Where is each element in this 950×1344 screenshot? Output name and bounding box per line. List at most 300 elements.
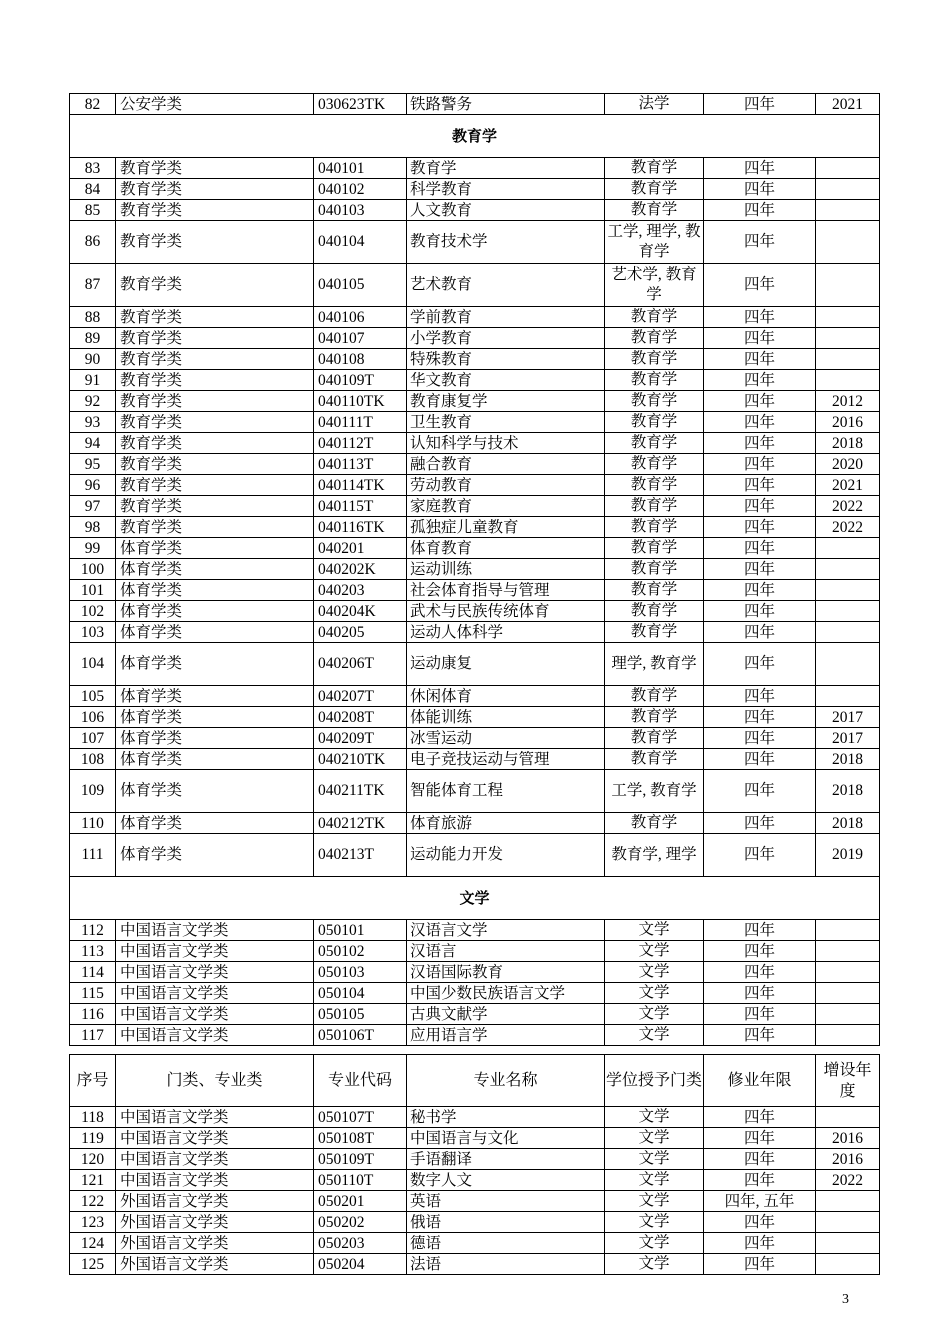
table-row [70, 1128, 880, 1149]
cell-code: 050109T [314, 1149, 407, 1170]
cell-category: 体育学类 [116, 834, 314, 877]
cell-category: 教育学类 [116, 328, 314, 349]
table-row [70, 834, 880, 877]
header-degree: 学位授予门类 [605, 1055, 704, 1107]
cell-category: 体育学类 [116, 538, 314, 559]
cell-name: 艺术教育 [407, 264, 605, 307]
cell-name: 古典文献学 [407, 1004, 605, 1025]
cell-duration: 四年 [704, 1254, 816, 1275]
table-row [70, 983, 880, 1004]
table-row [70, 580, 880, 601]
cell-name: 运动能力开发 [407, 834, 605, 877]
cell-year [816, 920, 880, 941]
cell-degree: 教育学 [605, 307, 704, 328]
cell-code: 040105 [314, 264, 407, 307]
cell-year [816, 643, 880, 686]
cell-category: 教育学类 [116, 307, 314, 328]
cell-year [816, 1025, 880, 1046]
cell-code: 040102 [314, 179, 407, 200]
cell-duration: 四年 [704, 834, 816, 877]
cell-category: 教育学类 [116, 158, 314, 179]
cell-no: 113 [70, 941, 116, 962]
cell-no: 120 [70, 1149, 116, 1170]
cell-code: 050110T [314, 1170, 407, 1191]
cell-name: 休闲体育 [407, 686, 605, 707]
section-title: 文学 [70, 877, 880, 920]
table-row [70, 559, 880, 580]
cell-duration: 四年 [704, 1004, 816, 1025]
cell-duration: 四年 [704, 622, 816, 643]
cell-category: 体育学类 [116, 601, 314, 622]
cell-code: 040211TK [314, 770, 407, 813]
cell-degree: 文学 [605, 962, 704, 983]
cell-name: 特殊教育 [407, 349, 605, 370]
cell-name: 汉语国际教育 [407, 962, 605, 983]
cell-degree: 教育学 [605, 728, 704, 749]
table-row [70, 1004, 880, 1025]
cell-code: 040210TK [314, 749, 407, 770]
cell-category: 体育学类 [116, 813, 314, 834]
cell-name: 学前教育 [407, 307, 605, 328]
cell-category: 体育学类 [116, 728, 314, 749]
cell-year [816, 983, 880, 1004]
cell-duration: 四年 [704, 454, 816, 475]
cell-name: 武术与民族传统体育 [407, 601, 605, 622]
cell-code: 040201 [314, 538, 407, 559]
cell-year: 2017 [816, 707, 880, 728]
table-row [70, 1107, 880, 1128]
cell-code: 040209T [314, 728, 407, 749]
cell-duration: 四年 [704, 728, 816, 749]
cell-name: 认知科学与技术 [407, 433, 605, 454]
cell-category: 教育学类 [116, 221, 314, 264]
cell-no: 116 [70, 1004, 116, 1025]
cell-code: 040114TK [314, 475, 407, 496]
cell-year [816, 1004, 880, 1025]
cell-degree: 艺术学, 教育学 [605, 264, 704, 307]
cell-category: 中国语言文学类 [116, 962, 314, 983]
table-row [70, 200, 880, 221]
cell-no: 91 [70, 370, 116, 391]
cell-code: 040109T [314, 370, 407, 391]
cell-year: 2016 [816, 1149, 880, 1170]
cell-degree: 法学 [605, 94, 704, 115]
cell-name: 体能训练 [407, 707, 605, 728]
table-row [70, 264, 880, 307]
cell-year: 2022 [816, 1170, 880, 1191]
cell-duration: 四年 [704, 1025, 816, 1046]
cell-degree: 教育学 [605, 454, 704, 475]
cell-duration: 四年 [704, 349, 816, 370]
cell-name: 小学教育 [407, 328, 605, 349]
cell-year: 2018 [816, 770, 880, 813]
cell-name: 家庭教育 [407, 496, 605, 517]
cell-year [816, 264, 880, 307]
cell-degree: 教育学 [605, 517, 704, 538]
cell-code: 040116TK [314, 517, 407, 538]
cell-duration: 四年 [704, 813, 816, 834]
header-no: 序号 [70, 1055, 116, 1107]
header-duration: 修业年限 [704, 1055, 816, 1107]
table-row [70, 1191, 880, 1212]
cell-code: 040213T [314, 834, 407, 877]
cell-name: 劳动教育 [407, 475, 605, 496]
cell-year [816, 1107, 880, 1128]
cell-duration: 四年 [704, 179, 816, 200]
cell-name: 手语翻译 [407, 1149, 605, 1170]
cell-code: 040106 [314, 307, 407, 328]
cell-year: 2020 [816, 454, 880, 475]
cell-name: 智能体育工程 [407, 770, 605, 813]
cell-code: 050101 [314, 920, 407, 941]
cell-duration: 四年 [704, 1107, 816, 1128]
cell-code: 050108T [314, 1128, 407, 1149]
cell-degree: 教育学 [605, 538, 704, 559]
cell-name: 法语 [407, 1254, 605, 1275]
cell-no: 82 [70, 94, 116, 115]
cell-year: 2022 [816, 517, 880, 538]
cell-category: 教育学类 [116, 517, 314, 538]
cell-code: 040203 [314, 580, 407, 601]
cell-code: 050202 [314, 1212, 407, 1233]
header-name: 专业名称 [407, 1055, 605, 1107]
cell-degree: 教育学 [605, 686, 704, 707]
table-row [70, 941, 880, 962]
cell-degree: 教育学 [605, 200, 704, 221]
cell-name: 汉语言 [407, 941, 605, 962]
cell-category: 中国语言文学类 [116, 1170, 314, 1191]
cell-duration: 四年 [704, 496, 816, 517]
cell-no: 88 [70, 307, 116, 328]
cell-year: 2018 [816, 433, 880, 454]
cell-duration: 四年 [704, 221, 816, 264]
cell-name: 秘书学 [407, 1107, 605, 1128]
cell-year [816, 179, 880, 200]
table-row [70, 307, 880, 328]
cell-name: 孤独症儿童教育 [407, 517, 605, 538]
cell-category: 中国语言文学类 [116, 1128, 314, 1149]
cell-no: 109 [70, 770, 116, 813]
section-header-row [70, 115, 880, 158]
cell-no: 89 [70, 328, 116, 349]
cell-code: 050201 [314, 1191, 407, 1212]
cell-no: 104 [70, 643, 116, 686]
cell-code: 040110TK [314, 391, 407, 412]
cell-category: 教育学类 [116, 179, 314, 200]
cell-duration: 四年 [704, 307, 816, 328]
cell-code: 040208T [314, 707, 407, 728]
cell-code: 050103 [314, 962, 407, 983]
cell-category: 教育学类 [116, 200, 314, 221]
cell-code: 030623TK [314, 94, 407, 115]
table-row [70, 1212, 880, 1233]
table-row [70, 749, 880, 770]
cell-no: 100 [70, 559, 116, 580]
cell-code: 040212TK [314, 813, 407, 834]
cell-year: 2018 [816, 813, 880, 834]
cell-duration: 四年, 五年 [704, 1191, 816, 1212]
cell-category: 教育学类 [116, 454, 314, 475]
cell-year [816, 370, 880, 391]
header-year: 增设年度 [816, 1055, 880, 1107]
cell-no: 117 [70, 1025, 116, 1046]
cell-duration: 四年 [704, 412, 816, 433]
cell-name: 体育旅游 [407, 813, 605, 834]
cell-year [816, 328, 880, 349]
table-row [70, 328, 880, 349]
cell-duration: 四年 [704, 433, 816, 454]
cell-no: 114 [70, 962, 116, 983]
cell-category: 教育学类 [116, 412, 314, 433]
cell-code: 050105 [314, 1004, 407, 1025]
cell-degree: 教育学 [605, 496, 704, 517]
cell-degree: 教育学 [605, 559, 704, 580]
cell-degree: 教育学 [605, 370, 704, 391]
cell-category: 教育学类 [116, 391, 314, 412]
cell-year [816, 962, 880, 983]
table-row [70, 158, 880, 179]
cell-degree: 教育学 [605, 158, 704, 179]
cell-no: 83 [70, 158, 116, 179]
table-row [70, 349, 880, 370]
cell-degree: 教育学 [605, 179, 704, 200]
cell-category: 体育学类 [116, 749, 314, 770]
table-row [70, 391, 880, 412]
cell-no: 98 [70, 517, 116, 538]
cell-category: 外国语言文学类 [116, 1233, 314, 1254]
cell-duration: 四年 [704, 643, 816, 686]
cell-degree: 文学 [605, 920, 704, 941]
cell-duration: 四年 [704, 920, 816, 941]
cell-code: 040207T [314, 686, 407, 707]
cell-no: 112 [70, 920, 116, 941]
cell-year: 2016 [816, 412, 880, 433]
cell-no: 85 [70, 200, 116, 221]
cell-code: 040108 [314, 349, 407, 370]
cell-name: 电子竞技运动与管理 [407, 749, 605, 770]
cell-duration: 四年 [704, 158, 816, 179]
table-row [70, 728, 880, 749]
cell-name: 俄语 [407, 1212, 605, 1233]
cell-degree: 文学 [605, 1170, 704, 1191]
cell-no: 95 [70, 454, 116, 475]
cell-degree: 文学 [605, 1191, 704, 1212]
cell-degree: 教育学 [605, 328, 704, 349]
cell-no: 107 [70, 728, 116, 749]
table-row [70, 433, 880, 454]
cell-name: 中国少数民族语言文学 [407, 983, 605, 1004]
cell-year: 2022 [816, 496, 880, 517]
cell-name: 教育康复学 [407, 391, 605, 412]
cell-name: 融合教育 [407, 454, 605, 475]
cell-name: 体育教育 [407, 538, 605, 559]
table-row [70, 496, 880, 517]
cell-no: 97 [70, 496, 116, 517]
table-row [70, 538, 880, 559]
cell-no: 121 [70, 1170, 116, 1191]
cell-no: 123 [70, 1212, 116, 1233]
table-row [70, 686, 880, 707]
cell-code: 040206T [314, 643, 407, 686]
cell-duration: 四年 [704, 983, 816, 1004]
cell-year [816, 1233, 880, 1254]
cell-degree: 文学 [605, 1254, 704, 1275]
header-code: 专业代码 [314, 1055, 407, 1107]
cell-no: 118 [70, 1107, 116, 1128]
cell-no: 101 [70, 580, 116, 601]
cell-year [816, 580, 880, 601]
cell-duration: 四年 [704, 200, 816, 221]
cell-degree: 教育学 [605, 813, 704, 834]
cell-year [816, 349, 880, 370]
cell-year: 2016 [816, 1128, 880, 1149]
cell-duration: 四年 [704, 962, 816, 983]
majors-table-part2 [69, 1054, 880, 1275]
cell-duration: 四年 [704, 686, 816, 707]
cell-name: 冰雪运动 [407, 728, 605, 749]
cell-no: 93 [70, 412, 116, 433]
cell-code: 050106T [314, 1025, 407, 1046]
cell-code: 040107 [314, 328, 407, 349]
table-row [70, 920, 880, 941]
cell-code: 040204K [314, 601, 407, 622]
cell-no: 92 [70, 391, 116, 412]
table-row [70, 1254, 880, 1275]
cell-degree: 文学 [605, 1004, 704, 1025]
cell-code: 040101 [314, 158, 407, 179]
cell-code: 050102 [314, 941, 407, 962]
cell-year: 2018 [816, 749, 880, 770]
cell-name: 教育学 [407, 158, 605, 179]
cell-duration: 四年 [704, 770, 816, 813]
cell-duration: 四年 [704, 538, 816, 559]
cell-duration: 四年 [704, 1212, 816, 1233]
cell-category: 外国语言文学类 [116, 1254, 314, 1275]
cell-degree: 理学, 教育学 [605, 643, 704, 686]
table-row [70, 601, 880, 622]
cell-name: 运动人体科学 [407, 622, 605, 643]
cell-category: 中国语言文学类 [116, 920, 314, 941]
cell-code: 040104 [314, 221, 407, 264]
cell-degree: 教育学, 理学 [605, 834, 704, 877]
cell-name: 人文教育 [407, 200, 605, 221]
cell-category: 中国语言文学类 [116, 1025, 314, 1046]
cell-name: 科学教育 [407, 179, 605, 200]
cell-duration: 四年 [704, 1128, 816, 1149]
cell-duration: 四年 [704, 264, 816, 307]
cell-duration: 四年 [704, 370, 816, 391]
cell-degree: 文学 [605, 1212, 704, 1233]
cell-degree: 文学 [605, 983, 704, 1004]
cell-name: 德语 [407, 1233, 605, 1254]
cell-year [816, 686, 880, 707]
cell-year [816, 200, 880, 221]
cell-year [816, 559, 880, 580]
cell-duration: 四年 [704, 94, 816, 115]
cell-year: 2012 [816, 391, 880, 412]
cell-duration: 四年 [704, 328, 816, 349]
cell-category: 体育学类 [116, 580, 314, 601]
cell-no: 106 [70, 707, 116, 728]
table-row [70, 412, 880, 433]
cell-year: 2019 [816, 834, 880, 877]
cell-category: 体育学类 [116, 770, 314, 813]
cell-degree: 文学 [605, 1128, 704, 1149]
cell-degree: 教育学 [605, 601, 704, 622]
cell-no: 122 [70, 1191, 116, 1212]
cell-name: 华文教育 [407, 370, 605, 391]
cell-category: 外国语言文学类 [116, 1191, 314, 1212]
table-row [70, 94, 880, 115]
cell-code: 050104 [314, 983, 407, 1004]
cell-category: 体育学类 [116, 686, 314, 707]
section-title: 教育学 [70, 115, 880, 158]
cell-degree: 文学 [605, 1107, 704, 1128]
cell-category: 外国语言文学类 [116, 1212, 314, 1233]
cell-duration: 四年 [704, 580, 816, 601]
cell-year [816, 538, 880, 559]
cell-category: 教育学类 [116, 370, 314, 391]
table-row [70, 770, 880, 813]
cell-year [816, 1191, 880, 1212]
cell-name: 英语 [407, 1191, 605, 1212]
majors-table-part2-body [70, 1107, 880, 1275]
cell-name: 教育技术学 [407, 221, 605, 264]
cell-no: 99 [70, 538, 116, 559]
cell-name: 汉语言文学 [407, 920, 605, 941]
cell-category: 教育学类 [116, 349, 314, 370]
cell-name: 卫生教育 [407, 412, 605, 433]
cell-category: 教育学类 [116, 496, 314, 517]
cell-year: 2021 [816, 94, 880, 115]
cell-duration: 四年 [704, 749, 816, 770]
cell-category: 体育学类 [116, 559, 314, 580]
table-row [70, 179, 880, 200]
cell-duration: 四年 [704, 601, 816, 622]
table-row [70, 517, 880, 538]
table-row [70, 643, 880, 686]
cell-category: 体育学类 [116, 643, 314, 686]
cell-year [816, 221, 880, 264]
majors-table-part1-body [70, 94, 880, 1046]
cell-degree: 教育学 [605, 749, 704, 770]
majors-table-part1 [69, 93, 880, 1046]
cell-code: 050107T [314, 1107, 407, 1128]
cell-no: 124 [70, 1233, 116, 1254]
cell-year [816, 601, 880, 622]
cell-name: 铁路警务 [407, 94, 605, 115]
cell-no: 87 [70, 264, 116, 307]
cell-no: 119 [70, 1128, 116, 1149]
cell-category: 教育学类 [116, 264, 314, 307]
cell-no: 125 [70, 1254, 116, 1275]
cell-category: 中国语言文学类 [116, 1149, 314, 1170]
table-header-row [70, 1055, 880, 1107]
cell-duration: 四年 [704, 1233, 816, 1254]
cell-code: 040115T [314, 496, 407, 517]
table-row [70, 622, 880, 643]
table-row [70, 370, 880, 391]
cell-category: 中国语言文学类 [116, 941, 314, 962]
table-row [70, 454, 880, 475]
page-number: 3 [842, 1292, 849, 1307]
cell-name: 数字人文 [407, 1170, 605, 1191]
cell-no: 90 [70, 349, 116, 370]
cell-duration: 四年 [704, 559, 816, 580]
table-row [70, 1025, 880, 1046]
section-header-row [70, 877, 880, 920]
cell-code: 040103 [314, 200, 407, 221]
